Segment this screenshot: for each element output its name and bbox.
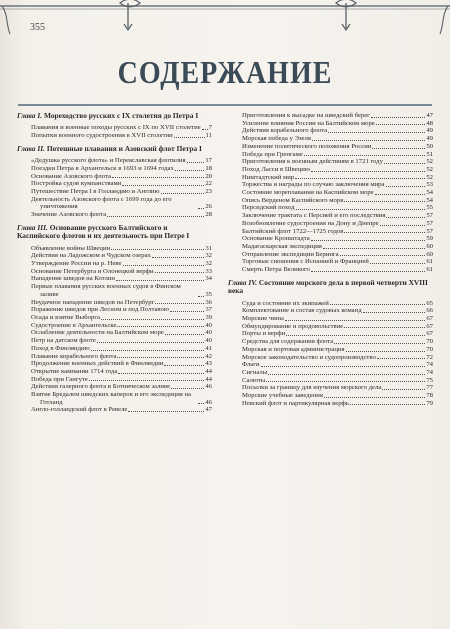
toc-entry-page: 32 [205,252,212,260]
toc-entry-title: Комплектование и состав судовых команд [242,307,362,315]
toc-entry[interactable] [242,369,433,377]
toc-entry-page: 33 [205,267,212,275]
toc-entry[interactable] [242,400,433,408]
toc-entry-page: 26 [205,203,212,211]
dot-leader [170,311,204,312]
toc-entry[interactable] [31,329,212,337]
toc-entry-title: Сигналы [242,368,268,376]
toc-entry[interactable] [242,307,433,315]
toc-entry[interactable] [31,383,212,391]
toc-entry-title: «Дедушка русского флота» и Переяславская флотилия [31,157,186,165]
dot-leader [155,303,204,304]
toc-entry-page: 43 [205,360,212,368]
dot-leader [266,381,425,382]
toc-entry-title: Продолжение военных действий в Финляндии [31,360,164,368]
toc-entry-title: Средства для содержания флота [242,338,334,346]
toc-entry-page: 50 [426,142,433,150]
toc-entry-title: Объявление войны Швеции [31,244,111,252]
toc-entry[interactable] [31,299,212,307]
dot-leader [107,216,204,217]
dot-leader [372,148,425,149]
toc-entry-title: Утверждение России на р. Неве [31,260,122,268]
dot-leader [371,117,425,118]
toc-entry-page: 44 [205,367,212,375]
toc-entry[interactable] [31,376,212,384]
toc-entry-page: 67 [426,314,433,322]
toc-entry-title: Флаги [242,361,260,369]
dot-leader [97,342,204,343]
chapter-title: Основание русского Балтийского и Каспийского флотов и их деятельность при Петре I [17,222,190,241]
dot-leader [286,335,425,336]
toc-entry-page: 48 [426,119,433,127]
toc-entry[interactable] [31,157,212,165]
toc-entry[interactable] [31,132,212,140]
toc-entry[interactable] [242,135,433,143]
toc-entry-page: 52 [426,173,433,181]
toc-entry-title: Нападение шведов на Котлин [31,275,116,283]
toc-entry-page: 46 [205,398,212,406]
dot-leader [123,265,205,266]
dot-leader [344,327,425,328]
toc-entry[interactable] [31,283,212,298]
toc-entry-title: Поход Ласси в Швецию [242,165,310,173]
dot-leader [268,374,425,375]
toc-entry-page: 78 [426,392,433,400]
toc-entry-title: Смерть Петра Великого [242,266,310,274]
toc-entry-title: Деятельность Азовского флота с 1699 года до его уничтожения [31,195,172,211]
dot-leader [91,350,205,351]
toc-entry-page: 35 [205,290,212,298]
dot-leader [152,257,204,258]
chapter-heading [228,279,433,296]
toc-entry-page: 41 [205,344,212,352]
toc-entry-title: Порты и верфи [242,330,286,338]
dot-leader [164,365,204,366]
toc-entry-title: Изменение политического положения России [242,142,372,150]
toc-entry[interactable] [31,245,212,253]
toc-entry-page: 17 [205,157,212,165]
toc-entry-page: 18 [205,164,212,172]
toc-entry[interactable] [242,258,433,266]
dot-leader [340,255,426,256]
toc-entry[interactable] [31,345,212,353]
toc-entry-page: 70 [426,338,433,346]
toc-entry-title: Путешествие Петра I в Голландию и Англию [31,188,160,196]
toc-entry-title: Морская победа у Эзеля [242,135,311,143]
chapter-title: Мореходство русских с IX столетия до Петра I [43,111,199,120]
dot-leader [386,186,426,187]
dot-leader [155,272,205,273]
toc-entry[interactable] [242,384,433,392]
toc-entry-page: 42 [205,352,212,360]
dot-leader [323,248,425,249]
dot-leader [122,185,204,186]
toc-entry-title: Персидский поход [242,204,295,212]
dot-leader [370,263,425,264]
toc-entry[interactable] [242,266,433,274]
dot-leader [187,162,205,163]
toc-entry-page: 70 [426,345,433,353]
toc-entry[interactable] [242,220,433,228]
dot-leader [171,388,204,389]
toc-right-column [228,112,433,410]
toc-entry-title: Ослабление деятельности на Балтийском море [31,329,164,337]
toc-entry-page: 40 [205,337,212,345]
dot-leader [312,140,425,141]
toc-entry-title: Возобновление судостроения на Дону и Днепре [242,219,379,227]
toc-entry-page: 60 [426,242,433,250]
toc-entry-page: 49 [426,135,433,143]
chapter-label: Глава IV. [228,277,258,287]
toc-entry-title: Невский флот и партикулярная верфь [242,399,349,407]
toc-entry-page: 77 [426,384,433,392]
toc-entry[interactable] [242,315,433,323]
dot-leader [128,411,204,412]
toc-entry[interactable] [31,211,212,219]
toc-entry-page: 75 [426,376,433,384]
toc-entry-page: 57 [426,227,433,235]
toc-entry-page: 57 [426,219,433,227]
toc-entry-title: Заключение трактата с Персией и его последствия [242,212,386,220]
toc-entry[interactable] [31,353,212,361]
toc-entry-page: 60 [426,250,433,258]
toc-entry-title: Победа при Гангуте [31,375,88,383]
chapter-label: Глава I. [17,111,43,120]
dot-leader [328,132,425,133]
section-gap [17,140,212,143]
toc-entry-page: 20 [205,172,212,180]
toc-entry-page: 79 [426,399,433,407]
toc-entry-title: Взятие Бредалем шведских каперов и его экспедиция на Готланд [31,391,192,406]
toc-entry[interactable] [31,188,212,196]
toc-entry-page: 34 [205,275,212,283]
toc-entry-page: 61 [426,266,433,274]
dot-leader [376,124,426,125]
toc-entry-page: 65 [426,299,433,307]
chapter-heading [17,112,212,120]
dot-leader [118,373,204,374]
dot-leader [346,351,426,352]
dot-leader [304,155,425,156]
toc-entry-title: Опись Верденом Каспийского моря [242,196,344,204]
toc-entry[interactable] [242,235,433,243]
toc-entry-page: 54 [426,196,433,204]
toc-entry[interactable] [242,212,433,220]
toc-entry-page: 51 [426,150,433,158]
toc-entry-page: 32 [205,260,212,268]
toc-entry[interactable] [31,173,212,181]
toc-entry-title: Отправление экспедиции Беринга [242,250,339,258]
dot-leader [386,217,425,218]
dot-leader [161,193,205,194]
toc-entry[interactable] [31,391,212,406]
dot-leader [363,312,426,313]
toc-entry-title: Открытие кампании 1714 года [31,367,118,375]
dot-leader [375,194,426,195]
toc-entry[interactable] [242,151,433,159]
toc-entry-title: Морские учебные заведения [242,392,323,400]
toc-entry[interactable] [242,338,433,346]
dot-leader [311,240,426,241]
chapter-title: Состояние морского дела в первой четверти XVIII века [228,277,428,296]
toc-entry-title: Действия галерного флота в Ботническом заливе [31,383,171,391]
toc-entry-title: Мадагаскарская экспедиция [242,242,322,250]
dot-leader [261,366,426,367]
toc-entry-page: 47 [426,112,433,119]
toc-entry-page: 59 [426,235,433,243]
toc-entry-page: 67 [426,322,433,330]
toc-entry-page: 74 [426,368,433,376]
toc-entry-title: Основание Петербурга и Олонецкой верфи [31,267,154,275]
dot-leader [311,171,425,172]
toc-entry[interactable] [31,165,212,173]
toc-entry-title: Усиление влияния России на Балтийском море [242,119,375,127]
dot-leader [174,137,205,138]
toc-entry-title: Плавание корабельного флота [31,352,117,360]
toc-entry[interactable] [31,196,212,211]
dot-leader [295,178,425,179]
toc-entry-page: 57 [426,212,433,220]
toc-entry[interactable] [31,360,212,368]
dot-leader [296,209,426,210]
toc-left-column [17,112,212,417]
section-gap [17,414,212,417]
toc-entry[interactable] [242,361,433,369]
toc-entry-title: Попытки военного судостроения в XVII столетии [31,132,173,140]
dot-leader [334,343,425,344]
toc-entry[interactable] [31,406,212,414]
toc-entry-title: Суда и состояние их экипажей [242,299,329,307]
dot-leader [344,201,425,202]
toc-entry[interactable] [31,268,212,276]
dot-leader [202,129,208,130]
toc-entry-page: 28 [205,211,212,219]
toc-entry-title: Петр на датском флоте [31,337,96,345]
chapter-heading [17,224,212,241]
dot-leader [330,304,426,305]
toc-entry[interactable] [242,181,433,189]
toc-entry[interactable] [31,124,212,132]
dot-leader [111,249,204,250]
toc-entry[interactable] [242,204,433,212]
toc-entry[interactable] [242,120,433,128]
toc-entry-title: Осада и взятие Выборга [31,313,100,321]
toc-entry-title: Морское законодательство и судопроизводство [242,353,376,361]
dot-leader [198,208,204,209]
toc-entry-page: 55 [426,204,433,212]
toc-entry-title: Обмундирование и продовольствие [242,322,344,330]
dot-leader [384,163,425,164]
toc-entry-title: Действия корабельного флота [242,127,328,135]
dot-leader [324,397,425,398]
title-divider [18,104,432,106]
toc-entry-title: Морская и портовая администрация [242,345,345,353]
toc-entry[interactable] [242,392,433,400]
toc-entry-title: Балтийский флот 1722—1725 годов [242,227,344,235]
toc-entry[interactable] [31,368,212,376]
toc-entry[interactable] [242,346,433,354]
toc-entry-title: Посылки за границу для изучения морского дела [242,384,382,392]
page-title: СОДЕРЖАНИЕ [117,55,333,92]
toc-entry[interactable] [242,377,433,385]
dot-leader [117,326,204,327]
toc-entry[interactable] [242,243,433,251]
toc-entry-page: 47 [205,406,212,414]
toc-entry-page: 31 [205,244,212,252]
toc-entry-page: 39 [205,313,212,321]
toc-entry[interactable] [242,251,433,259]
dot-leader [198,403,204,404]
toc-entry-title: Основание Азовского флота [31,172,111,180]
toc-entry-page: 67 [426,330,433,338]
toc-entry-title: Приготовления к военным действиям в 1721 году [242,158,383,166]
toc-entry-title: Торговые сношения с Испанией и Францией [242,258,369,266]
toc-entry-title: Поражение шведов при Лесном и под Полтавою [31,306,169,314]
toc-entry-title: Торжества и награды по случаю заключения мира [242,181,385,189]
toc-entry-page: 72 [426,353,433,361]
toc-entry[interactable] [31,314,212,322]
toc-entry-title: Салюты [242,376,266,384]
chapter-label: Глава II. [17,143,45,153]
dot-leader [116,280,204,281]
toc-entry-title: Основание Кронштадта [242,235,310,243]
toc-entry-page: 54 [426,189,433,197]
toc-entry-page: 44 [205,375,212,383]
dot-leader [344,232,425,233]
chapter-label: Глава III. [17,222,48,232]
toc-entry[interactable] [242,197,433,205]
dot-leader [101,319,204,320]
toc-entry-page: 52 [426,165,433,173]
toc-entry-page: 36 [205,298,212,306]
toc-entry[interactable] [242,189,433,197]
toc-entry-page: 49 [426,127,433,135]
toc-entry[interactable] [31,337,212,345]
toc-entry[interactable] [242,143,433,151]
section-gap [228,407,433,410]
toc-entry-page: 61 [426,258,433,266]
toc-entry[interactable] [31,260,212,268]
toc-entry-page: 23 [205,188,212,196]
toc-entry-page: 7 [208,124,212,132]
toc-entry-title: Значение Азовского флота [31,211,107,219]
toc-entry[interactable] [31,252,212,260]
toc-entry-page: 11 [205,132,212,140]
page-number: 355 [30,22,45,33]
toc-entry-title: Действия на Ладожском и Чудском озерах [31,252,151,260]
toc-entry-title: Первые плавания русских военных судов в Финском заливе [31,283,181,298]
toc-entry-title: Неудачное нападение шведов на Петербург [31,298,155,306]
dot-leader [382,389,425,390]
toc-entry-title: Ништадтский мир [242,173,295,181]
dot-leader [165,334,205,335]
toc-entry-page: 22 [205,180,212,188]
toc-entry-page: 66 [426,307,433,315]
dot-leader [380,225,426,226]
rope-ornament-icon [0,0,450,40]
toc-entry[interactable] [242,228,433,236]
toc-entry[interactable] [242,127,433,135]
toc-entry-title: Состояние мореплавания на Каспийском море [242,189,374,197]
toc-entry[interactable] [242,330,433,338]
toc-entry-page: 74 [426,361,433,369]
toc-entry-title: Победа при Гренгаме [242,150,303,158]
dot-leader [198,296,204,297]
toc-entry-title: Поход в Финляндию [31,344,90,352]
toc-entry[interactable] [242,354,433,362]
dot-leader [377,358,426,359]
toc-entry[interactable] [242,174,433,182]
toc-entry-page: 46 [205,383,212,391]
toc-entry[interactable] [31,322,212,330]
dot-leader [112,177,204,178]
toc-entry-title: Судостроение в Архангельске [31,321,117,329]
dot-leader [350,404,425,405]
dot-leader [311,271,425,272]
toc-entry[interactable] [31,180,212,188]
toc-entry[interactable] [242,300,433,308]
toc-entry-page: 40 [205,321,212,329]
toc-entry-page: 37 [205,306,212,314]
toc-entry-page: 40 [205,329,212,337]
section-gap [228,274,433,277]
toc-entry[interactable] [31,306,212,314]
dot-leader [285,320,425,321]
toc-entry-page: 53 [426,181,433,189]
toc-entry[interactable] [31,275,212,283]
chapter-heading [17,145,212,153]
toc-entry[interactable] [242,323,433,331]
chapter-title: Потешные плавания и Азовский флот Петра I [46,143,202,153]
toc-entry-title: Плавания и военные походы русских с IX по XVII столетие [31,124,201,132]
dot-leader [89,380,205,381]
toc-entry-title: Англо-голландский флот в Ревеле [31,406,128,414]
toc-entry-page: 52 [426,158,433,166]
toc-entry[interactable] [242,158,433,166]
section-gap [17,219,212,222]
toc-entry-title: Постройка судов кумпанствами [31,180,122,188]
toc-entry-title: Морские чины [242,314,284,322]
toc-entry[interactable] [242,112,433,120]
toc-entry-title: Поездки Петра в Архангельск в 1693 и 1694 годах [31,164,174,172]
toc-entry-title: Приготовления к высадке на шведский берег [242,112,370,119]
dot-leader [117,357,204,358]
toc-entry[interactable] [242,166,433,174]
dot-leader [175,170,204,171]
